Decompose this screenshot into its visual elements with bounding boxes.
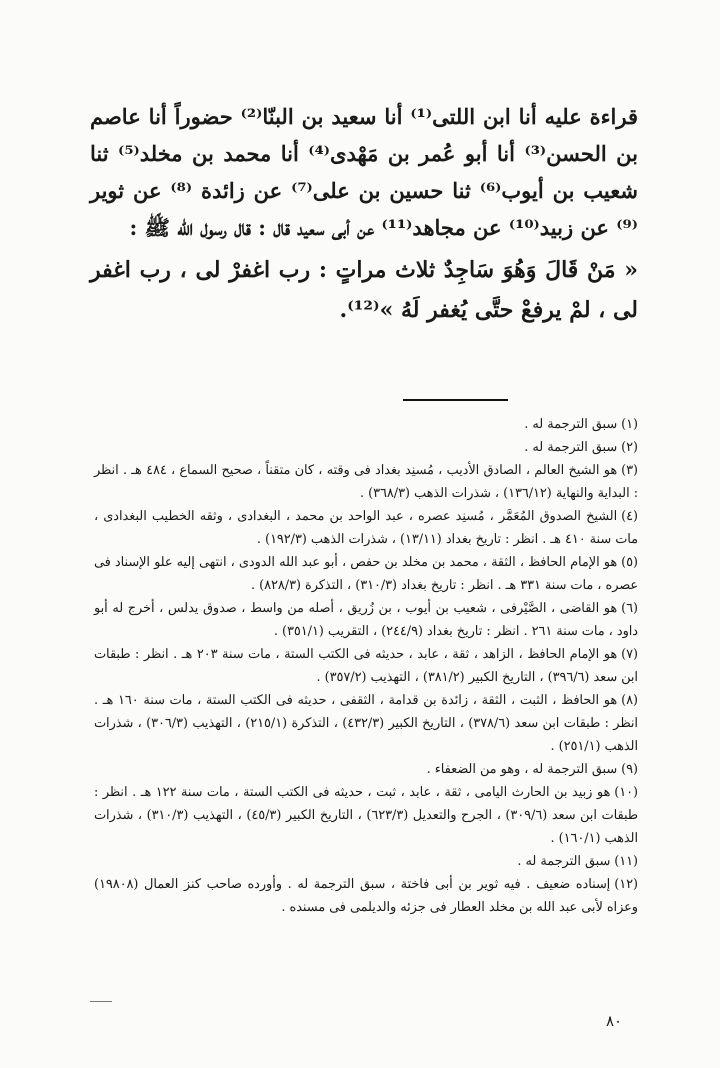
footnote-text: هو القاضى ، الصَّيْرفى ، شعيب بن أيوب ، بن زُريق ، أصله من واسط ، صدوق يدلس ، أخرج له أبو داود ، مات سنة ٢٦١ . انظر : تاريخ بغداد (٢٤٤/٩) ، التقريب (٣٥١/١) . [94, 601, 638, 639]
page-number: ٨٠ [606, 1012, 623, 1030]
footnote [94, 413, 638, 436]
footnote-number: (٨) [621, 693, 639, 708]
footnote-text: هو الإمام الحافظ ، الزاهد ، ثقة ، عابد ، حديثه فى الكتب الستة ، مات سنة ٢٠٣ هـ . انظر : طبقات ابن سعد (٣٩٦/٦) ، التاريخ الكبير (٣٨١/٢) ، التهذيب (٣٥٧/٢) . [94, 647, 638, 685]
isnad-paragraph: قراءة عليه أنا ابن اللتى⁽¹⁾ أنا سعيد بن البنّا⁽²⁾ حضوراً أنا عاصم بن الحسن⁽³⁾ أنا أبو عُمر بن مَهْدى⁽⁴⁾ أنا محمد بن مخلد⁽⁵⁾ ثنا شعيب بن أيوب⁽⁶⁾ ثنا حسين بن على⁽⁷⁾ عن زائدة ⁽⁸⁾ عن ثوير ⁽⁹⁾ عن زبيد⁽¹⁰⁾ عن مجاهد⁽¹¹⁾ عن أبى سعيد قال : قال رسول الله ﷺ : [90, 104, 638, 240]
footnote [94, 758, 638, 781]
footnote-number: (٧) [621, 647, 638, 662]
footnote [94, 689, 638, 758]
footnote-number: (١) [621, 417, 638, 432]
footnote-text: سبق الترجمة له . [524, 417, 618, 432]
footnote-text: هو الشيخ العالم ، الصادق الأديب ، مُسنِد بغداد فى وقته ، كان متقناً ، صحيح السماع ، ٤٨٤ هـ . انظر : البداية والنهاية (١٣٦/١٢) ، شذرات الذهب (٣٦٨/٣) . [94, 463, 638, 501]
scan-mark [90, 1001, 112, 1002]
footnote-text: الشيخ الصدوق المُعَمَّر ، مُسنِد عصره ، عبد الواحد بن محمد ، البغدادى ، وثقه الخطيب البغدادى ، مات سنة ٤١٠ هـ . انظر : تاريخ بغداد (١٣/١١) ، شذرات الذهب (١٩٢/٣) . [94, 509, 638, 547]
footnote [94, 873, 638, 919]
footnote [94, 459, 638, 505]
footnote-text: هو زبيد بن الحارث اليامى ، ثقة ، عابد ، ثبت ، حديثه فى الكتب الستة ، مات سنة ١٢٢ هـ . انظر : طبقات ابن سعد (٣٠٩/٦) ، الجرح والتعديل (٦٢٣/٣) ، التاريخ الكبير (٤٥/٣) ، التهذيب (٣١٠/٣) ، شذرات الذهب (١٦٠/١) . [94, 785, 638, 846]
footnote-text: سبق الترجمة له ، وهو من الضعفاء . [426, 762, 618, 777]
footnote-text: إسناده ضعيف . فيه ثوير بن أبى فاختة ، سبق الترجمة له . وأورده صاحب كنز العمال (١٩٨٠٨) وعزاه لأبى عبد الله بن مخلد العطار فى جزئه والديلمى فى مسنده . [94, 877, 638, 915]
footnote [94, 643, 638, 689]
footnote [94, 597, 638, 643]
footnote-number: (٢) [621, 440, 638, 455]
footnote-divider [403, 399, 508, 401]
footnote-number: (٥) [621, 555, 638, 570]
footnote-text: سبق الترجمة له . [524, 440, 618, 455]
footnotes [94, 413, 638, 919]
footnote [94, 505, 638, 551]
footnote-text: هو الإمام الحافظ ، الثقة ، محمد بن مخلد بن حفص ، أبو عبد الله الدودى ، انتهى إليه علو الإسناد فى عصره ، مات سنة ٣٣١ هـ . انظر : تاريخ بغداد (٣١٠/٣) ، التذكرة (٨٢٨/٣) . [94, 555, 638, 593]
main-text [90, 98, 638, 330]
footnote-text: هو الحافظ ، الثبت ، الثقة ، زائدة بن قدامة ، الثقفى ، حديثه فى الكتب الستة ، مات سنة ١٦٠ هـ . انظر : طبقات ابن سعد (٣٧٨/٦) ، التاريخ الكبير (٤٣٢/٣) ، التذكرة (٢١٥/١) ، التهذيب (٣٠٦/٣) ، شذرات الذهب (٢٥١/١) . [94, 693, 638, 754]
footnote-number: (١٠) [614, 785, 638, 800]
footnote [94, 551, 638, 597]
footnote [94, 436, 638, 459]
footnote [94, 781, 638, 850]
footnote-number: (٩) [621, 762, 638, 777]
footnote-number: (١٢) [614, 877, 638, 892]
footnote-text: سبق الترجمة له . [517, 854, 611, 869]
footnote-number: (١١) [614, 854, 638, 869]
footnote-number: (٦) [621, 601, 638, 616]
footnote [94, 850, 638, 873]
hadith-text: « مَنْ قَالَ وَهُوَ سَاجِدٌ ثلاث مراتٍ : رب اغفرْ لى ، رب اغفر لى ، لمْ يرفعْ حتَّى يُغفر لَهُ »⁽¹²⁾. [90, 257, 638, 323]
footnote-number: (٤) [621, 509, 638, 524]
footnote-number: (٣) [621, 463, 638, 478]
